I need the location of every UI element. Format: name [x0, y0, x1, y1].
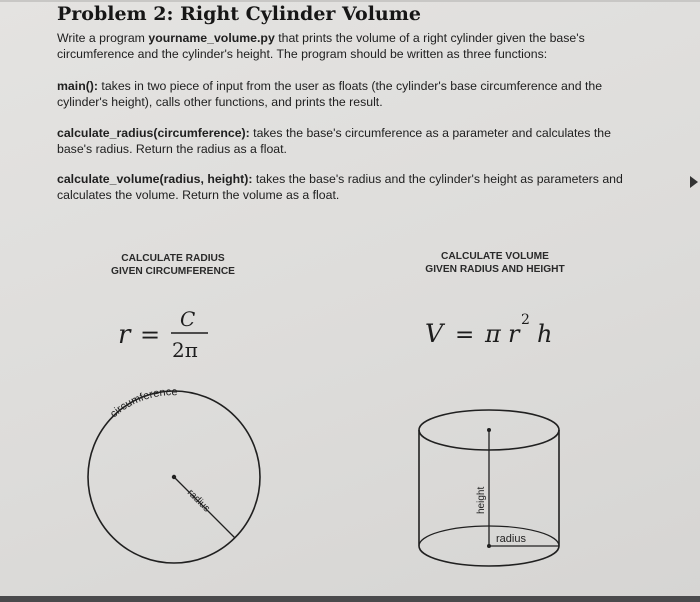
function-name: calculate_volume(radius, height): [57, 172, 253, 186]
circle-diagram [88, 386, 260, 563]
formula-pi: π [485, 320, 501, 348]
radius-caption-line2: GIVEN CIRCUMFERENCE [111, 266, 235, 277]
function-name: main(): [57, 79, 98, 93]
intro-filename: yourname_volume.py [148, 31, 275, 45]
height-label: height [476, 486, 487, 514]
page-title: Problem 2: Right Cylinder Volume [57, 3, 421, 25]
formula-h: h [537, 320, 553, 348]
radius-caption-line1: CALCULATE RADIUS [121, 253, 225, 264]
formula-exponent: 2 [521, 312, 530, 328]
formula-r: r [508, 320, 520, 348]
formula-equals: = [455, 322, 475, 348]
function-description: takes the base's radius and the cylinder's height as parameters and calculates the volume. Return the volume as a float. [57, 172, 623, 202]
volume-caption-line1: CALCULATE VOLUME [441, 251, 549, 262]
radius-label: radius [184, 487, 212, 515]
cylinder-radius-label: radius [496, 533, 526, 545]
cylinder-bottom-front [419, 546, 559, 566]
formula-v: V [425, 319, 444, 348]
function-description: takes in two piece of input from the user as floats (the cylinder's base circumference and the cylinder's height), calls other functions, and prints the result. [57, 79, 603, 109]
formula-equals: = [140, 321, 161, 349]
volume-formula [425, 312, 552, 348]
cylinder-diagram [419, 410, 559, 566]
intro-pre-text: Write a program [57, 31, 149, 45]
circumference-label [108, 386, 178, 420]
circumference-label-path: circumference [108, 386, 178, 421]
intro-post-text: that prints the volume of a right cylinder given the base's circumference and the cylinder's height. The program should be written as three functions: [57, 31, 585, 61]
volume-caption-line2: GIVEN RADIUS AND HEIGHT [425, 264, 565, 275]
formula-r: r [118, 320, 131, 350]
function-description: takes the base's circumference as a parameter and calculates the base's radius. Return the radius as a float. [57, 126, 611, 156]
formula-numerator: C [180, 307, 196, 331]
screen-bottom-edge [0, 596, 700, 602]
formula-denominator: 2π [172, 338, 198, 362]
function-name: calculate_radius(circumference): [57, 126, 250, 140]
radius-formula [118, 307, 208, 362]
